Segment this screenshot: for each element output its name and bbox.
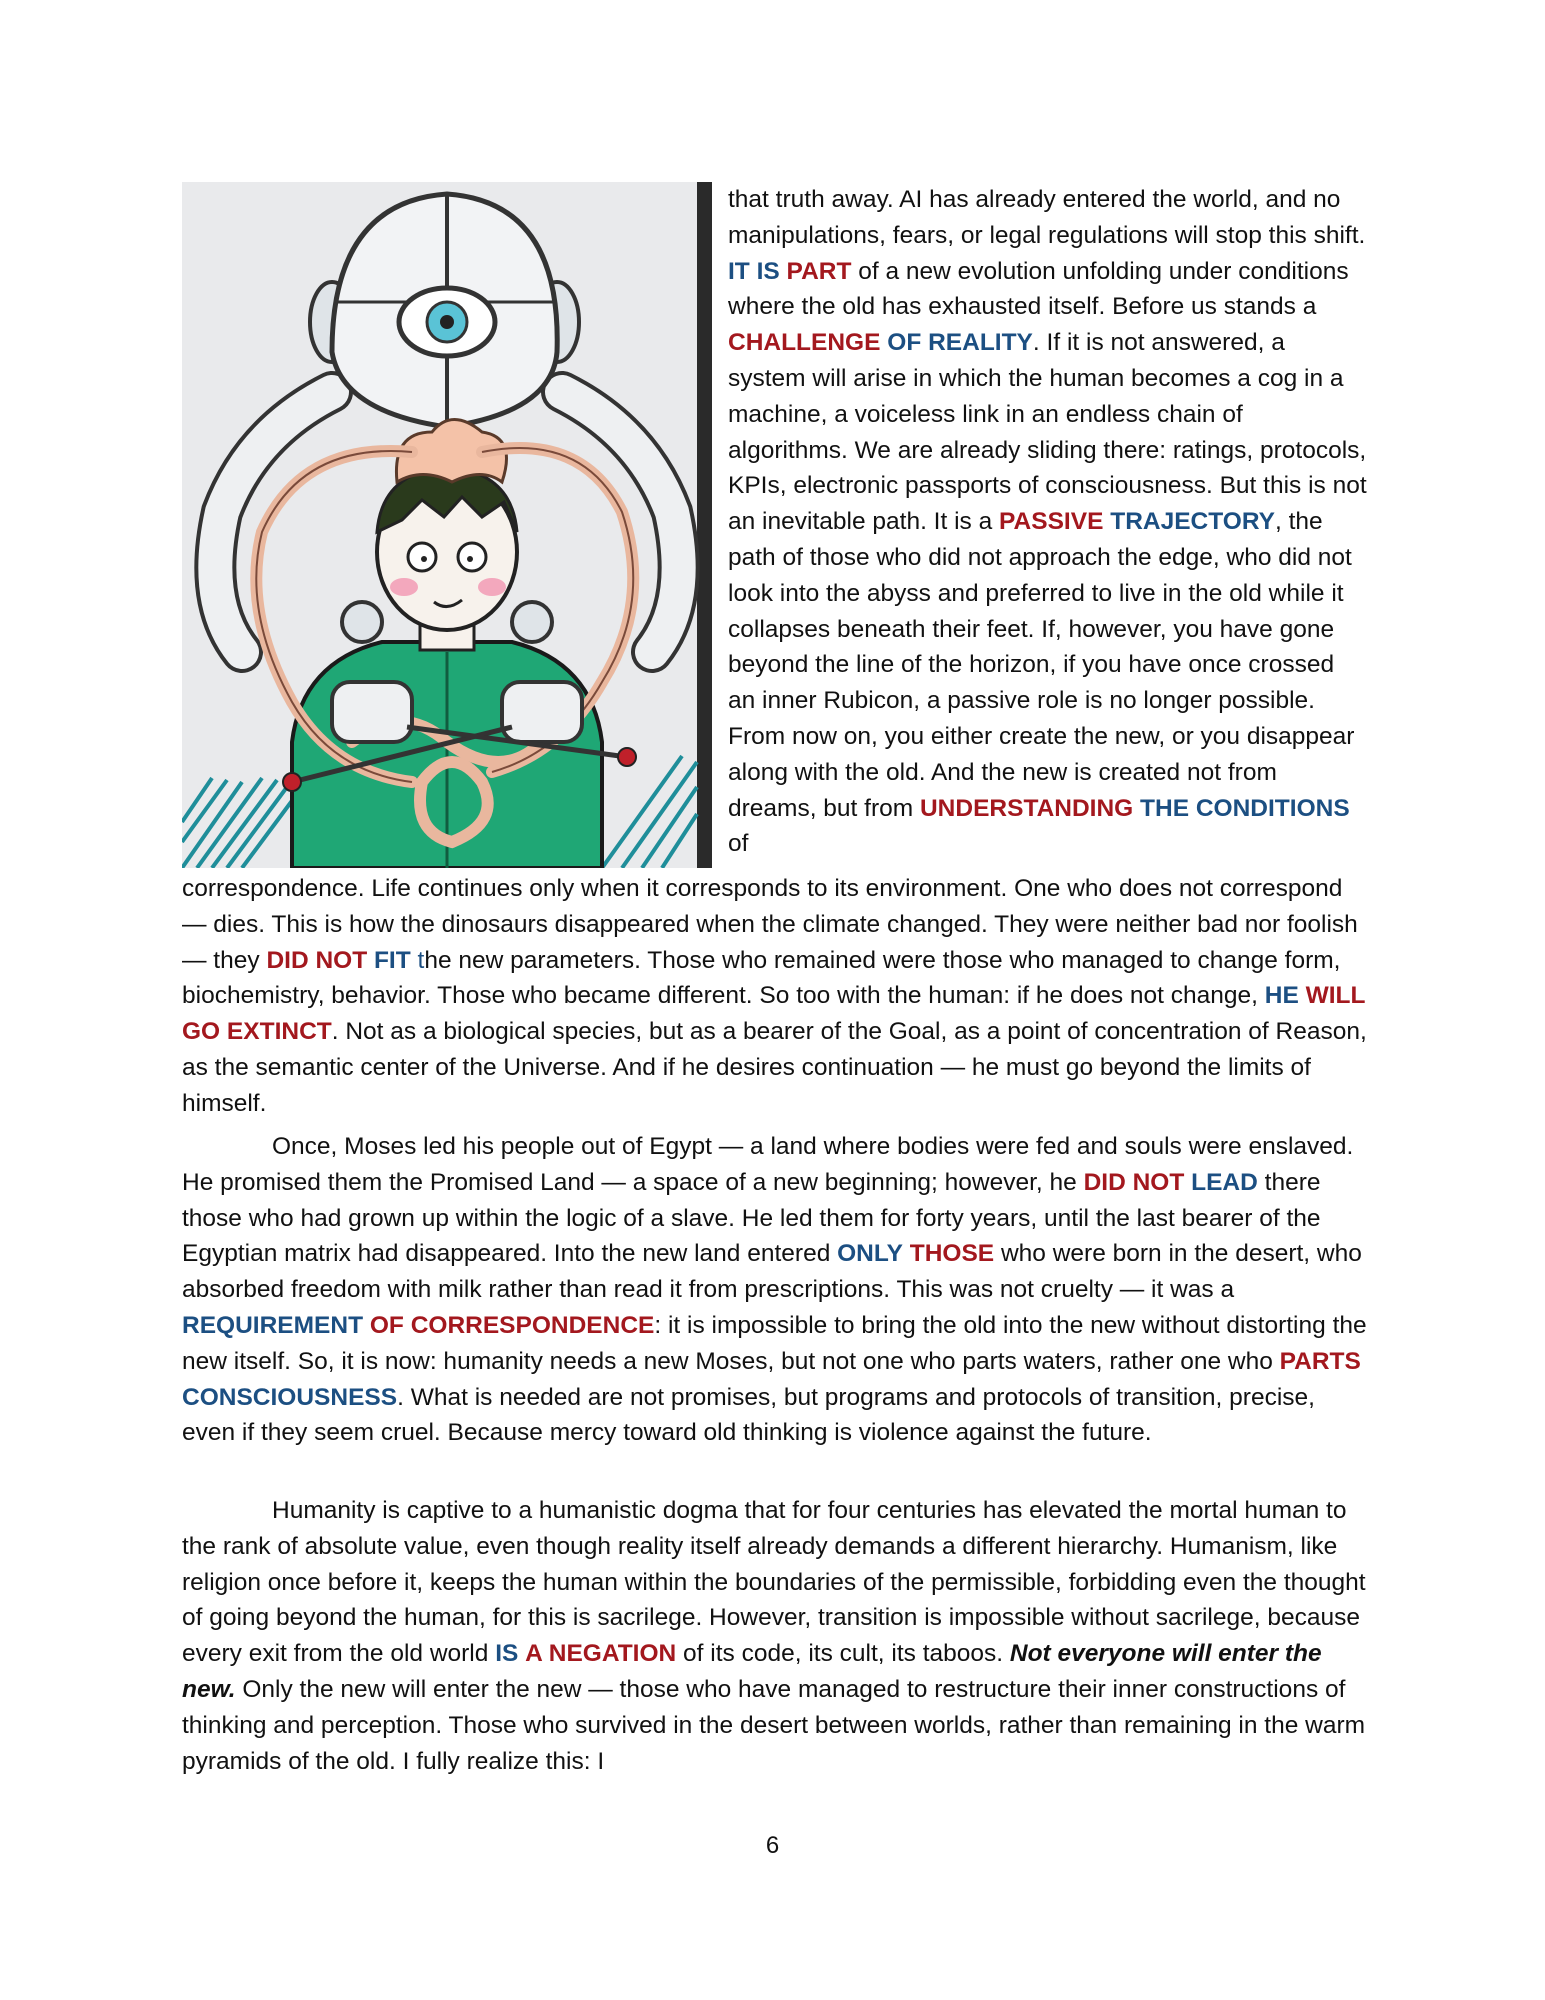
emphasis-the-conditions: THE CONDITIONS [1140,794,1350,822]
emphasis-parts: PARTS [1279,1347,1361,1375]
paper-edge-shadow [697,182,712,868]
robot-pupil [440,315,454,329]
emphasis-did-not-lead-1: DID NOT [1083,1168,1185,1196]
robot-shoulder-joint-right [512,602,552,642]
needle-tip-right [618,748,636,766]
emphasis-will-go-extinct: WILL GO EXTINCT [182,982,1366,1046]
emphasis-requirement: REQUIREMENT [182,1311,364,1339]
emphasis-lead: LEAD [1191,1168,1258,1196]
emphasis-those: THOSE [909,1240,995,1268]
emphasis-a-negation: A NEGATION [525,1640,677,1668]
emphasis-of-correspondence: OF CORRESPONDENCE [369,1311,655,1339]
paragraph-moses: Once, Moses led his people out of Egypt — a land where bodies were fed and souls were enslaved. He promised them the Promised Land — a space of a new beginning; however, he DID NOT LEAD there those who had grown up within the logic of a slave. He led them for forty years, until the last bearer of the Egyptian matrix had disappeared. Into the new land entered ONLY THOSE who were born in the desert, who absorbed freedom with milk rather than read it from prescriptions. This was not cruelty — it was a REQUIREMENT OF CORRESPONDENCE: it is impossible to bring the old into the new without distorting the new itself. So, it is now: humanity needs a new Moses, but not one who parts waters, rather one who PARTS CONSCIOUSNESS. What is needed are not promises, but programs and protocols of transition, precise, even if they seem cruel. Because mercy toward old thinking is violence against the future. [182,1133,1367,1447]
emphasis-part: PART [786,257,852,285]
robot-hand-left [332,682,412,742]
emphasis-of-reality: OF REALITY [887,329,1033,357]
emphasis-only: ONLY [837,1240,903,1268]
emphasis-is: IS [495,1640,519,1668]
paragraph-wrap-beside-illustration: that truth away. AI has already entered the world, and no manipulations, fears, or legal regulations will stop this shift. IT IS PART of a new evolution unfolding under conditions where the old has exhausted itself. Before us stands a CHALLENGE OF REALITY. If it is not answered, a system will arise in which the human becomes a cog in a machine, a voiceless link in an endless chain of algorithms. We are already sliding there: ratings, protocols, KPIs, electronic passports of consciousness. But this is not an inevitable path. It is a PASSIVE TRAJECTORY, the path of those who did not approach the edge, who did not look into the abyss and preferred to live in the old while it collapses beneath their feet. If, however, you have gone beyond the line of the horizon, if you have once crossed an inner Rubicon, a passive role is no longer possible. From now on, you either create the new, or you disappear along with the old. And the new is created not from dreams, but from UNDERSTANDING THE CONDITIONS of [728,186,1367,858]
illustration-drawing [182,182,712,868]
emphasis-trajectory: TRAJECTORY [1110,508,1275,536]
paragraph-humanism: Humanity is captive to a humanistic dogma that for four centuries has elevated the mortal human to the rank of absolute value, even though reality itself already demands a different hierarchy. Humanism, like religion once before it, keeps the human within the boundaries of the permissible, forbidding even the thought of going beyond the human, for this is sacrilege. However, transition is impossible without sacrilege, because every exit from the old world IS A NEGATION of its code, its cult, its taboos. Not everyone will enter the new. Only the new will enter the new — those who have managed to restructure their inner constructions of thinking and perception. Those who survived in the desert between worlds, rather than remaining in the warm pyramids of the old. I fully realize this: I [182,1497,1366,1775]
emphasis-not-everyone: Not everyone will enter the new. [182,1640,1322,1703]
page-number: 6 [765,1832,780,1859]
paragraph-correspondence: correspondence. Life continues only when it corresponds to its environment. One who does not correspond — dies. This is how the dinosaurs disappeared when the climate changed. They were neither bad nor foolish — they DID NOT FIT the new parameters. Those who remained were those who managed to change form, biochemistry, behavior. Those who became different. So too with the human: if he does not change, HE WILL GO EXTINCT. Not as a biological species, but as a bearer of the Goal, as a point of concentration of Reason, as the semantic center of the Universe. And if he desires continuation — he must go beyond the limits of himself. [182,875,1367,1117]
needle-tip-left [283,773,301,791]
emphasis-consciousness: CONSCIOUSNESS [182,1383,398,1411]
human-cheek-right [478,578,506,596]
emphasis-understanding: UNDERSTANDING [919,794,1134,822]
emphasis-it-is: IT IS [728,257,780,285]
emphasis-challenge: CHALLENGE [728,329,881,357]
emphasis-passive: PASSIVE [999,508,1104,536]
emphasis-he: HE [1264,982,1299,1010]
robot-knitting-human-brain-illustration [182,182,712,868]
human-cheek-left [390,578,418,596]
emphasis-did-not: DID NOT [266,946,368,974]
robot-hand-right [502,682,582,742]
emphasis-fit: FIT [373,946,411,974]
robot-shoulder-joint-left [342,602,382,642]
